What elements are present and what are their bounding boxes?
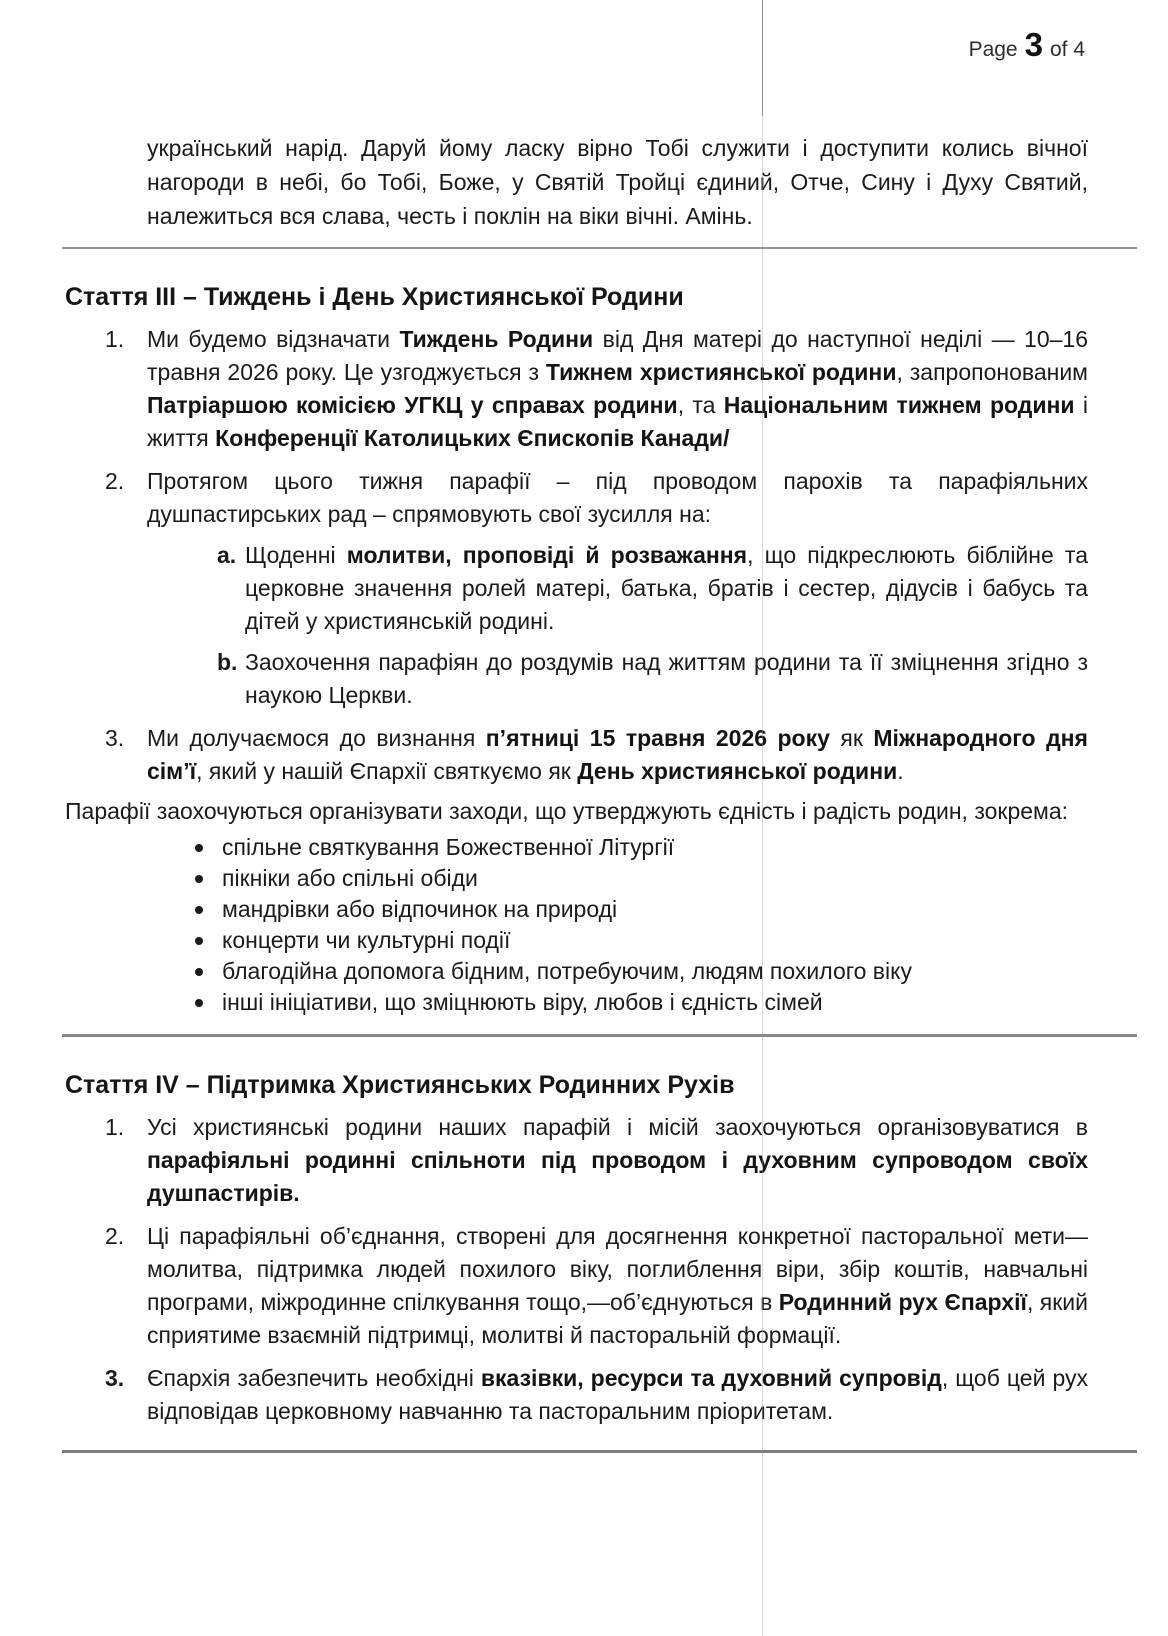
- document-content: [65, 131, 1088, 1453]
- page-number: 3: [1024, 26, 1043, 63]
- section3-subitem-b: [65, 646, 1088, 712]
- parish-encourage-paragraph: Парафії заохочуються організувати заходи, що утверджують єдність і радість родин, зокрема:: [65, 798, 1069, 824]
- item-marker: 3.: [105, 1365, 125, 1391]
- item-text: Щоденні молитви, проповіді й розважання, що підкреслюють біблійне та церковне значення ролей матері, батька, братів і сестер, дідусів і бабусь та дітей у християнській родині.: [245, 542, 1088, 634]
- list-item: пікніки або спільні обіди: [65, 863, 1088, 894]
- list-item: концерти чи культурні події: [65, 925, 1088, 956]
- intro-paragraph: український нарід. Даруй йому ласку вірно Тобі служити і доступити колись вічної нагороди в небі, бо Тобі, Боже, у Святій Тройці єдиний, Отче, Сину і Духу Святий, належиться вся слава, честь і поклін на віки вічні. Амінь.: [147, 135, 1088, 229]
- item-marker: 1.: [105, 1114, 125, 1140]
- item-text: Ми будемо відзначати Тиждень Родини від Дня матері до наступної неділі — 10–16 травня 2026 року. Це узгоджується з Тижнем християнської родини, запропонованим Патріаршою комісією УГКЦ у справах родини, та Національним тижнем родини і життя Конференції Католицьких Єпископів Канади/: [147, 326, 1088, 451]
- page-label: Page: [968, 38, 1018, 61]
- item-text: Ці парафіяльні об’єднання, створені для досягнення конкретної пасторальної мети—молитва, підтримка людей похилого віку, поглиблення віри, збір коштів, навчальні програми, міжродинне спілкування тощо,—об’єднуються в Родинний рух Єпархії, який сприятиме взаємній підтримці, молитві й пасторальній формації.: [147, 1223, 1088, 1348]
- section-3-heading: Стаття III – Тиждень і День Християнської Родини: [65, 283, 684, 311]
- item-marker: 2.: [105, 468, 125, 494]
- item-marker: 1.: [105, 326, 125, 352]
- list-item: інші ініціативи, що зміцнюють віру, любов і єдність сімей: [65, 987, 1088, 1018]
- item-marker: 2.: [105, 1223, 125, 1249]
- section3-item-2: [65, 465, 1088, 531]
- divider-top: [62, 247, 1137, 249]
- section3-subitem-a: [65, 539, 1088, 638]
- divider-middle: [62, 1034, 1137, 1037]
- item-text: Протягом цього тижня парафії – під проводом парохів та парафіяльних душпастирських рад – спрямовують свої зусилля на:: [147, 468, 1088, 527]
- list-item: благодійна допомога бідним, потребуючим, людям похилого віку: [65, 956, 1088, 987]
- section-4-heading: Стаття IV – Підтримка Християнських Родинних Рухів: [65, 1071, 735, 1099]
- item-marker: a.: [217, 542, 237, 568]
- section4-item-3: [65, 1362, 1088, 1428]
- item-text: Єпархія забезпечить необхідні вказівки, ресурси та духовний супровід, щоб цей рух відповідав церковному навчанню та пасторальним пріоритетам.: [147, 1365, 1089, 1424]
- list-item: мандрівки або відпочинок на природі: [65, 894, 1088, 925]
- page-header: [0, 0, 1168, 73]
- scan-artifact-line: [762, 0, 763, 1636]
- item-text: Заохочення парафіян до роздумів над життям родини та її зміцнення згідно з наукою Церкви.: [245, 649, 1088, 708]
- section4-item-1: [65, 1111, 1088, 1210]
- scan-artifact-line-top: [762, 0, 763, 116]
- item-marker: 3.: [105, 725, 125, 751]
- family-activities-list: [65, 832, 1088, 1018]
- item-text: Усі християнські родини наших парафій і місій заохочуються організовуватися в парафіяльні родинні спільноти під проводом і духовним супроводом своїх душпастирів.: [147, 1114, 1088, 1206]
- item-marker: b.: [217, 649, 238, 675]
- item-text: Ми долучаємося до визнання п’ятниці 15 травня 2026 року як Міжнародного дня сім’ї, який у нашій Єпархії святкуємо як День християнської родини.: [147, 725, 1088, 784]
- page-of-label: of 4: [1049, 38, 1085, 61]
- section3-item-3: [65, 722, 1088, 788]
- section4-item-2: [65, 1220, 1088, 1352]
- divider-bottom: [62, 1450, 1137, 1453]
- list-item: спільне святкування Божественної Літургії: [65, 832, 1088, 863]
- section3-item-1: [65, 323, 1088, 455]
